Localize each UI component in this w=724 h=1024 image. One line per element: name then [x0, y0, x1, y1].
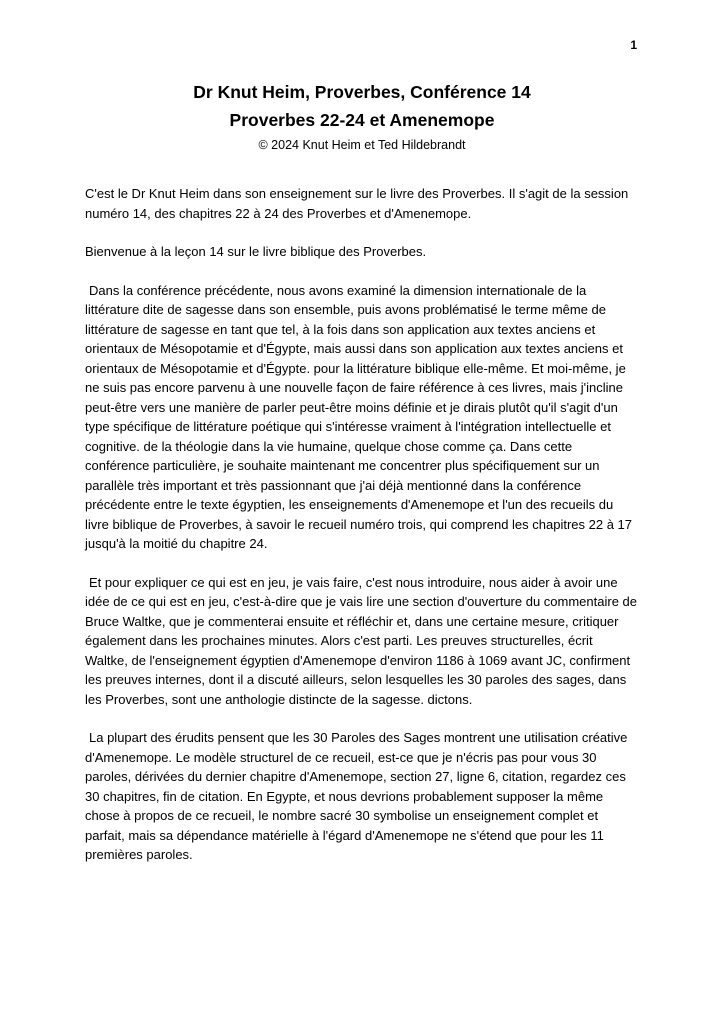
paragraph-previous-lecture: Dans la conférence précédente, nous avons examiné la dimension internationale de la littérature dite de sagesse dans son ensemble, puis avons problématisé le terme même de littérature de sagesse en tant que tel, à la fois dans son application aux textes anciens et orientaux de Mésopotamie et d'Égypte, mais aussi dans son application aux textes anciens et orientaux de Mésopotamie et d'Égypte. pour la littérature biblique elle-même. Et moi-même, je ne suis pas encore parvenu à une nouvelle façon de faire référence à ces livres, mais j'incline peut-être vers une manière de parler peut-être moins définie et je dirais plutôt qu'il s'agit d'un type spécifique de littérature poétique qui s'intéresse vraiment à l'intégration intellectuelle et cognitive. de la théologie dans la vie humaine, quelque chose comme ça. Dans cette conférence particulière, je souhaite maintenant me concentrer plus spécifiquement sur un parallèle très important et très passionnant que j'ai déjà mentionné dans la conférence précédente entre le texte égyptien, les enseignements d'Amenemope et l'un des recueils du livre biblique de Proverbes, à savoir le recueil numéro trois, qui comprend les chapitres 22 à 17 jusqu'à la moitié du chapitre 24. [85, 282, 633, 551]
paragraph-waltke-commentary: Et pour expliquer ce qui est en jeu, je vais faire, c'est nous introduire, nous aider à avoir une idée de ce qui est en jeu, c'est-à-dire que je vais lire une section d'ouverture du commentaire de Bruce Waltke, que je commenterai ensuite et réfléchir et, dans une certaine mesure, critiquer également dans les prochaines minutes. Alors c'est parti. Les preuves structurelles, écrit Waltke, de l'enseignement égyptien d'Amenemope d'environ 1186 à 1069 avant JC, confirment les preuves internes, dont il a discuté ailleurs, selon lesquelles les 30 paroles des sages, dans les Proverbes, sont une anthologie distincte de la sagesse. dictons. [85, 574, 637, 707]
paragraph-thirty-sayings: La plupart des érudits pensent que les 30 Paroles des Sages montrent une utilisation créative d'Amenemope. Le modèle structurel de ce recueil, est-ce que je n'écris pas pour vous 30 paroles, dérivées du dernier chapitre d'Amenemope, section 27, ligne 6, citation, regardez ces 30 chapitres, fin de citation. En Egypte, et nous devrions probablement supposer la même chose à propos de ce recueil, le nombre sacré 30 symbolise un enseignement complet et parfait, mais sa dépendance matérielle à l'égard d'Amenemope ne s'étend que pour les 11 premières paroles. [85, 730, 628, 862]
paragraph-welcome: Bienvenue à la leçon 14 sur le livre biblique des Proverbes. [85, 244, 427, 259]
document-title [85, 78, 639, 154]
copyright-line: © 2024 Knut Heim et Ted Hildebrandt [258, 138, 466, 152]
document-title-line2: Proverbes 22-24 et Amenemope [229, 110, 495, 130]
document-body [85, 184, 639, 865]
page-number: 1 [630, 38, 637, 52]
paragraph-intro: C'est le Dr Knut Heim dans son enseignement sur le livre des Proverbes. Il s'agit de la session numéro 14, des chapitres 22 à 24 des Proverbes et d'Amenemope. [85, 186, 629, 221]
document-title-line1: Dr Knut Heim, Proverbes, Conférence 14 [193, 82, 531, 102]
